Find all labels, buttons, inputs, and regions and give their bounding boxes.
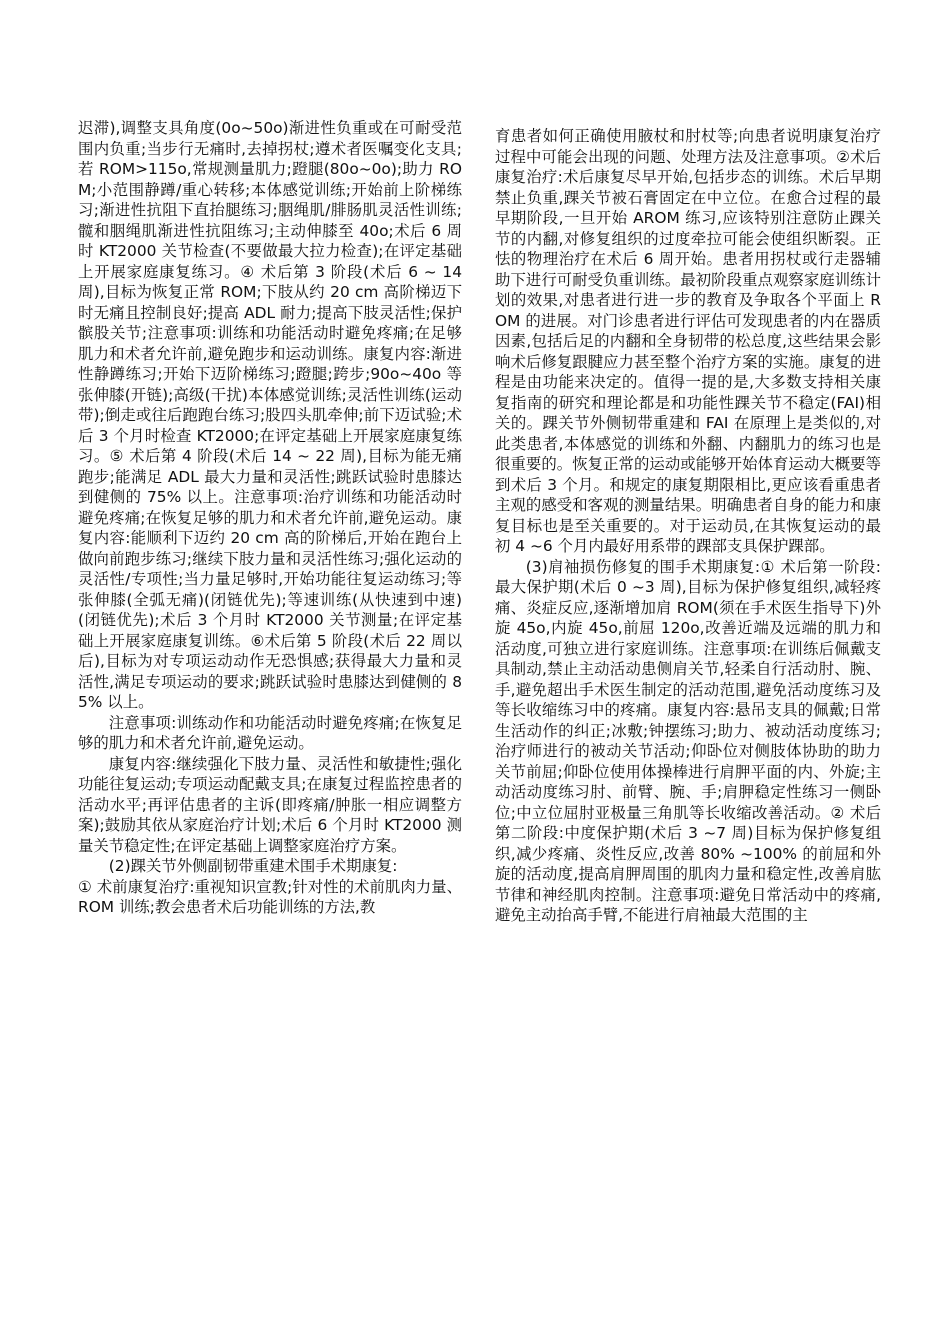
right-column: [495, 126, 881, 926]
section-heading: (2)踝关节外侧副韧带重建术围手术期康复:: [108, 857, 398, 875]
paragraph: 注意事项:训练动作和功能活动时避免疼痛;在恢复足够的肌力和术者允许前,避免运动。: [78, 713, 462, 752]
paragraph: (3)肩袖损伤修复的围手术期康复:① 术后第一阶段:最大保护期(术后 0 ~3 周),目标为保护修复组织,减轻疼痛、炎症反应,逐渐增加肩 ROM(须在手术医生指导下)外旋 45o,内旋 45o,前屈 120o,改善近端及远端的肌力和活动度,可独立进行家庭训练。注意事项:在训练后佩戴支具制动,禁止主动活动患侧肩关节,轻柔自行活动肘、腕、手,避免超出手术医生制定的活动范围,避免活动度练习及等长收缩练习中的疼痛。康复内容:悬吊支具的佩戴;日常生活动作的纠正;冰敷;钟摆练习;助力、被动活动度练习;治疗师进行的被动关节活动;仰卧位对侧肢体协助的助力关节前屈;仰卧位使用体操棒进行肩胛平面的内、外旋;主动活动度练习肘、前臂、腕、手;肩胛稳定性练习一侧卧位;中立位屈肘亚极量三角肌等长收缩改善活动。② 术后第二阶段:中度保护期(术后 3 ~7 周)目标为保护修复组织,减少疼痛、炎性反应,改善 80% ~100% 的前屈和外旋的活动度,提高肩胛周围的肌肉力量和稳定性,改善肩肱节律和神经肌肉控制。注意事项:避免日常活动中的疼痛,避免主动抬高手臂,不能进行肩袖最大范围的主: [495, 557, 881, 924]
paragraph: ① 术前康复治疗:重视知识宣教;针对性的术前肌肉力量、ROM 训练;教会患者术后功能训练的方法,教: [78, 877, 462, 916]
paragraph: 迟滞),调整支具角度(0o~50o)渐进性负重或在可耐受范围内负重;当步行无痛时,去掉拐杖;遵术者医嘱变化支具;若 ROM>115o,常规测量肌力;蹬腿(80o~0o);助力 ROM;小范围静蹲/重心转移;本体感觉训练;开始前上阶梯练习;渐进性抗阻下直抬腿练习;胭绳肌/腓肠肌灵活性训练;髋和胭绳肌渐进性抗阻练习;主动伸膝至 40o;术后 6 周时 KT2000 关节检查(不要做最大拉力检查);在评定基础上开展家庭康复练习。④ 术后第 3 阶段(术后 6 ~ 14 周),目标为恢复正常 ROM;下肢从约 20 cm 高阶梯迈下时无痛且控制良好;提高 ADL 耐力;提高下肢灵活性;保护髌股关节;注意事项:训练和功能活动时避免疼痛;在足够肌力和术者允许前,避免跑步和运动训练。康复内容:渐进性静蹲练习;开始下迈阶梯练习;蹬腿;跨步;90o~40o 等张伸膝(开链);高级(干扰)本体感觉训练;灵活性训练(运动带);倒走或往后跑跑台练习;股四头肌牵伸;前下迈试验;术后 3 个月时检查 KT2000;在评定基础上开展家庭康复练习。⑤ 术后第 4 阶段(术后 14 ~ 22 周),目标为能无痛跑步;能满足 ADL 最大力量和灵活性;跳跃试验时患膝达到健侧的 75% 以上。注意事项:治疗训练和功能活动时避免疼痛;在恢复足够的肌力和术者允许前,避免运动。康复内容:能顺利下迈约 20 cm 高的阶梯后,开始在跑台上做向前跑步练习;继续下肢力量和灵活性练习;强化运动的灵活性/专项性;当力量足够时,开始功能往复运动练习;等张伸膝(全弧无痛)(闭链优先);等速训练(从快速到中速)(闭链优先);术后 3 个月时 KT2000 关节测量;在评定基础上开展家庭康复训练。⑥术后第 5 阶段(术后 22 周以后),目标为对专项运动动作无恐惧感;获得最大力量和灵活性,满足专项运动的要求;跳跃试验时患膝达到健侧的 85% 以上。: [78, 119, 462, 711]
paragraph: 育患者如何正确使用腋杖和肘杖等;向患者说明康复治疗过程中可能会出现的问题、处理方法及注意事项。②术后康复治疗:术后康复尽早开始,包括步态的训练。术后早期禁止负重,踝关节被石膏固定在中立位。在愈合过程的最早期阶段,一旦开始 AROM 练习,应该特别注意防止踝关节的内翻,对修复组织的过度牵拉可能会使组织断裂。正怯的物理治疗在术后 6 周开始。患者用拐杖或行走器辅助下进行可耐受负重训练。最初阶段重点观察家庭训练计划的效果,对患者进行进一步的教育及争取各个平面上 ROM 的进展。对门诊患者进行评估可发现患者的内在器质因素,包括后足的内翻和全身韧带的松总度,这些结果会影响术后修复跟腱应力甚至整个治疗方案的实施。康复的进程是由功能来决定的。值得一提的是,大多数支持相关康复指南的研究和理论都是和功能性踝关节不稳定(FAI)相关的。踝关节外侧韧带重建和 FAI 在原理上是类似的,对此类患者,本体感觉的训练和外翻、内翻肌力的练习也是很重要的。恢复正常的运动或能够开始体育运动大概要等到术后 3 个月。和规定的康复期限相比,更应该看重患者主观的感受和客观的测量结果。明确患者自身的能力和康复目标也是至关重要的。对于运动员,在其恢复运动的最初 4 ~6 个月内最好用系带的踝部支具保护踝部。: [495, 127, 881, 555]
left-column: [78, 118, 462, 918]
paragraph: 康复内容:继续强化下肢力量、灵活性和敏捷性;强化功能往复运动;专项运动配戴支具;在康复过程监控患者的活动水平;再评估患者的主诉(即疼痛/肿胀一相应调整方案);鼓励其依从家庭治疗计划;术后 6 个月时 KT2000 测量关节稳定性;在评定基础上调整家庭治疗方案。: [78, 754, 462, 855]
